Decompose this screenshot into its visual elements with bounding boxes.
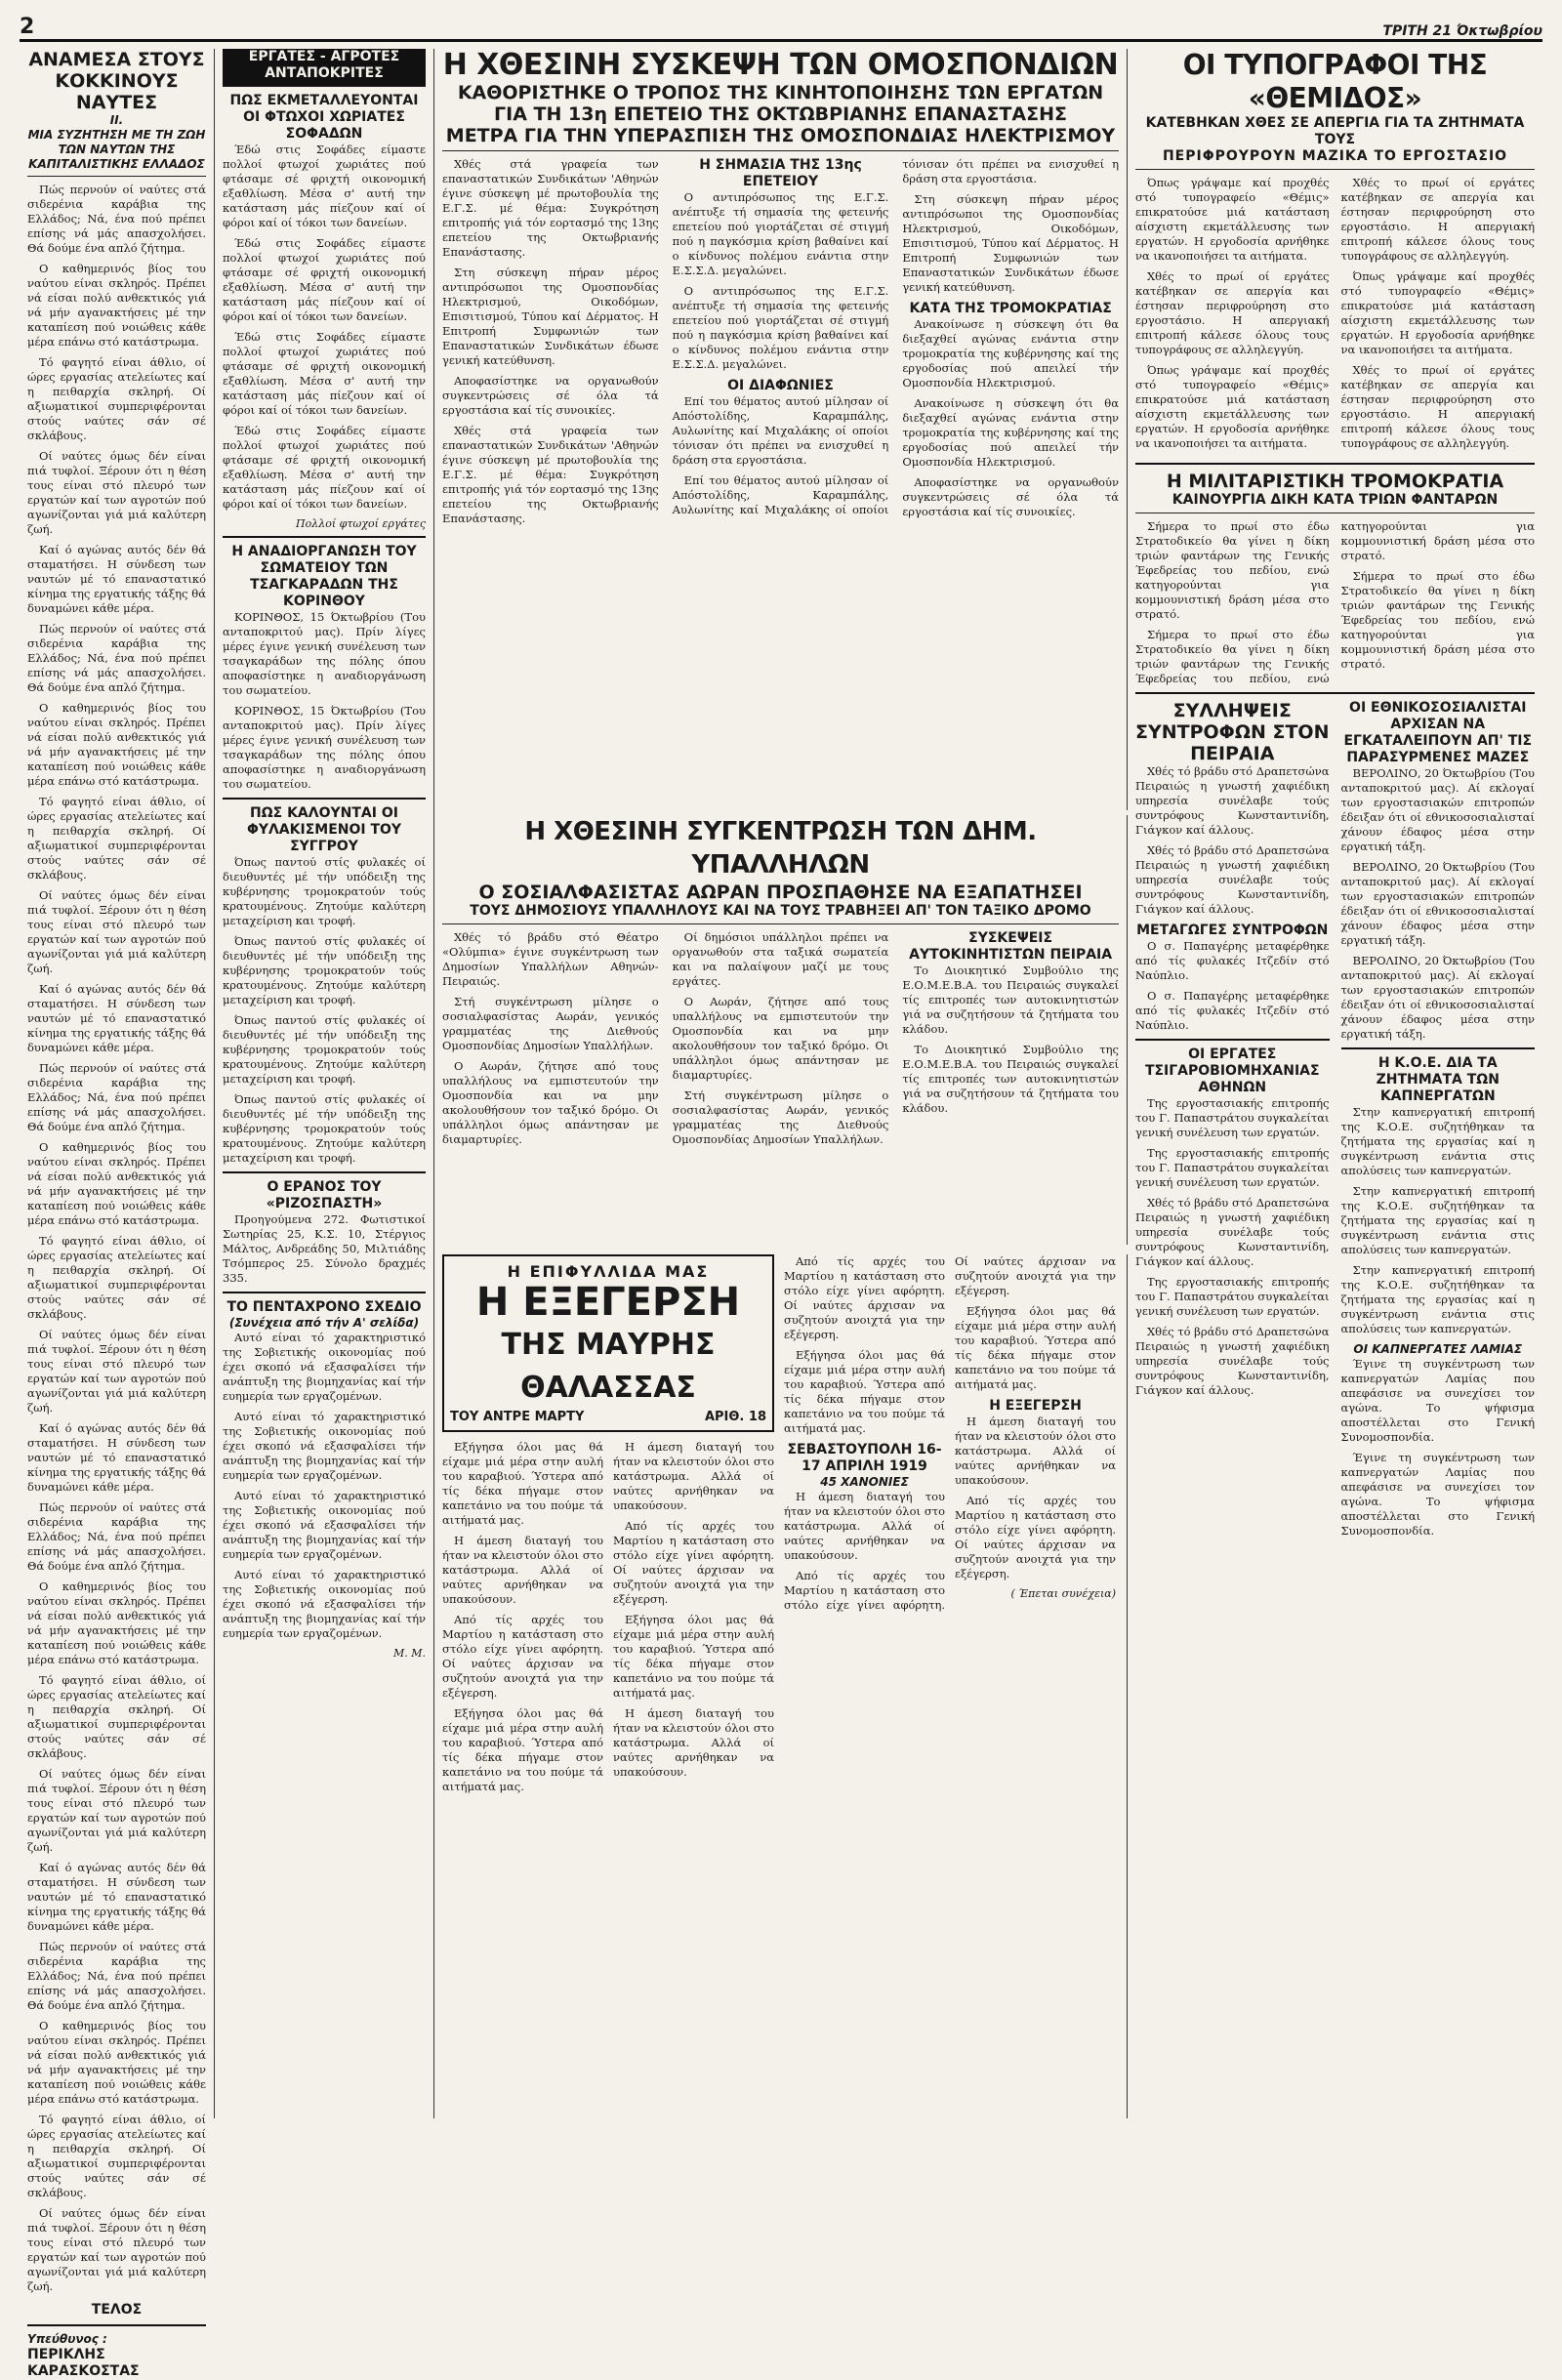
paragraph: Έγινε τη συγκέντρωση των καπνεργατών Λαμίας που απεφάσισε να συνεχίσει τον αγώνα. Το ψήφισμα αποστέλλεται στο Γενική Συνομοσπονδία.: [1340, 1357, 1535, 1444]
paragraph: Από τίς αρχές του Μαρτίου η κατάσταση στο στόλο είχε γίνει αφόρητη. Οί ναύτες άρχισαν να συζητούν ανοιχτά για την εξέγερση.: [955, 1494, 1116, 1580]
paragraph: Καί ό αγώνας αυτός δέν θά σταματήσει. Η σύνδεση των ναυτών μέ τό επαναστατικό κίνημα της εργατικής τάξης θά δυναμώνει κάθε μέρα.: [27, 543, 206, 615]
paragraph: Έδώ στις Σοφάδες είμαστε πολλοί φτωχοί χωριάτες πού φτάσαμε σέ φριχτή οικονομική εξαθλίωση. Μέσα σ' αυτή την κατάσταση μάς πίεζουν καί οί φόροι καί οί τόκοι των δανείων.: [223, 236, 426, 323]
paragraph: Επί του θέματος αυτού μίλησαν οί Απόστολίδης, Καραμπάλης, Αυλωνίτης καί Μιχαλάκης οί οποίοι τόνισαν ότι πρέπει να ενισχυθεί η δράση στα εργοστάσια.: [672, 394, 889, 467]
paragraph: Αυτό είναι τό χαρακτηριστικό της Σοβιετικής οικονομίας πού έχει σκοπό νά εξασφαλίσει τήν ανάπτυξη της βιομηχανίας καί τήν ευημερία των εργαζομένων.: [223, 1331, 426, 1403]
paragraph: Τό φαγητό είναι άθλιο, οί ώρες εργασίας ατελείωτες καί η πειθαρχία σκληρή. Οί αξιωματικοί συμπεριφέρονται στούς ναύτες σάν σέ σκλάβους.: [27, 355, 206, 442]
paragraph: Στην καπνεργατική επιτροπή της Κ.Ο.Ε. συζητήθηκαν τα ζητήματα της εργασίας καί η συγκέντρωση ενάντια στις απολύσεις των καπνεργατών.: [1340, 1263, 1535, 1335]
part-number: II.: [109, 113, 124, 127]
paragraph: Η άμεση διαταγή του ήταν να κλειστούν όλοι στο κατάστρωμα. Αλλά οί ναύτες αρνήθηκαν να υπακούσουν.: [613, 1706, 774, 1779]
column-2: [215, 49, 434, 2118]
paragraph: Εξήγησα όλοι μας θά είχαμε μιά μέρα στην αυλή του καραβιού. Ύστερα από τίς δέκα πήγαμε στον καπετάνιο να του πούμε τά αιτήματά μας.: [784, 1348, 945, 1435]
paragraph: Χθές το πρωί οί εργάτες κατέβηκαν σε απεργία και έστησαν περιφρούρηση στο εργοστάσιο. Η απεργιακή επιτροπή κάλεσε όλους τους τυπογράφους σε αλληλεγγύη.: [1135, 269, 1330, 356]
paragraph: Οί ναύτες όμως δέν είναι πιά τυφλοί. Ξέρουν ότι η θέση τους είναι στό πλευρό των εργατών καί των αγροτών πού αγωνίζονται γιά μιά καλύτερη ζωή.: [27, 2206, 206, 2293]
paragraph: Χθές τό βράδυ στό Δραπετσώνα Πειραιώς η γνωστή χαφιέδικη υπηρεσία συνέλαβε τούς συντρόφους Κωνσταντινίδη, Γιάγκον καί άλλους.: [1135, 1325, 1330, 1397]
paragraph: Ο αντιπρόσωπος της Ε.Γ.Σ. ανέπτυξε τή σημασία της φετεινής επετείου πού γιορτάζεται σέ στιγμή πού η παγκόσμια κρίση βαθαίνει καί ο κίνδυνος πολέμου ενάντια στην Ε.Σ.Σ.Δ. μεγαλώνει.: [672, 284, 889, 371]
page-number: 2: [20, 15, 35, 39]
subheadline: ΚΑΙΝΟΥΡΓΙΑ ΔΙΚΗ ΚΑΤΑ ΤΡΙΩΝ ΦΑΝΤΑΡΩΝ: [1172, 492, 1499, 508]
paragraph: Τό φαγητό είναι άθλιο, οί ώρες εργασίας ατελείωτες καί η πειθαρχία σκληρή. Οί αξιωματικοί συμπεριφέρονται στούς ναύτες σάν σέ σκλάβους.: [27, 1673, 206, 1760]
paragraph: ΒΕΡΟΛΙΝΟ, 20 Όκτωβρίου (Του ανταποκριτού μας). Αί εκλογαί των εργοστασιακών επιτροπών έδειξαν ότι οί εθνικοσοσιαλισταί χάνουν έδαφος μέσα στην εργατική τάξη.: [1340, 766, 1535, 853]
subheadline: ΚΑΤΕΒΗΚΑΝ ΧΘΕΣ ΣΕ ΑΠΕΡΓΙΑ ΓΙΑ ΤΑ ΖΗΤΗΜΑΤΑ ΤΟΥΣ: [1145, 115, 1525, 147]
paragraph: Χθές τό βράδυ στό Δραπετσώνα Πειραιώς η γνωστή χαφιέδικη υπηρεσία συνέλαβε τούς συντρόφους Κωνσταντινίδη, Γιάγκον καί άλλους.: [1135, 1196, 1330, 1268]
paragraph: Οί ναύτες όμως δέν είναι πιά τυφλοί. Ξέρουν ότι η θέση τους είναι στό πλευρό των εργατών καί των αγροτών πού αγωνίζονται γιά μιά καλύτερη ζωή.: [27, 888, 206, 975]
paragraph: Από τίς αρχές του Μαρτίου η κατάσταση στο στόλο είχε γίνει αφόρητη. Οί ναύτες άρχισαν να συζητούν ανοιχτά για την εξέγερση.: [784, 1254, 1116, 1612]
serial-author: ΤΟΥ ΑΝΤΡΕ ΜΑΡΤΥ: [450, 1410, 585, 1424]
subheadline: ΤΟΥΣ ΔΗΜΟΣΙΟΥΣ ΥΠΑΛΛΗΛΟΥΣ ΚΑΙ ΝΑ ΤΟΥΣ ΤΡΑΒΗΞΕΙ ΑΠ' ΤΟΝ ΤΑΞΙΚΟ ΔΡΟΜΟ: [470, 903, 1091, 919]
paragraph: Στη σύσκεψη πήραν μέρος αντιπρόσωποι της Ομοσπονδίας Ηλεκτρισμού, Οικοδόμων, Επισιτισμού, Τύπου καί Δέρματος. Η Επιτροπή Συμφωνιών των Επαναστατικών Συνδικάτων έδωσε γενική κατεύθυνση.: [902, 192, 1119, 294]
paragraph: Η άμεση διαταγή του ήταν να κλειστούν όλοι στο κατάστρωμα. Αλλά οί ναύτες αρνήθηκαν να υπακούσουν.: [955, 1415, 1116, 1487]
article-body: [442, 930, 1119, 1147]
paragraph: Το Διοικητικό Συμβούλιο της Ε.Ο.Μ.Ε.Β.Α. του Πειραιώς συγκαλεί τίς επιτροπές των αυτοκινητιστών γιά να συζητήσουν τά ζητήματα του κλάδου.: [902, 1043, 1119, 1115]
paragraph: Στην καπνεργατική επιτροπή της Κ.Ο.Ε. συζητήθηκαν τα ζητήματα της εργασίας καί η συγκέντρωση ενάντια στις απολύσεις των καπνεργατών.: [1340, 1184, 1535, 1256]
section-heading: ΣΥΣΚΕΨΕΙΣ ΑΥΤΟΚΙΝΗΤΙΣΤΩΝ ΠΕΙΡΑΙΑ: [909, 930, 1113, 963]
paragraph: Πώς περνούν οί ναύτες στά σιδερένια καράβια της Ελλάδος; Νά, ένα πού πρέπει επίσης νά μάς απασχολήσει. Θά δούμε ένα απλό ζήτημα.: [27, 1500, 206, 1573]
center-article-bottom: [434, 815, 1128, 1245]
paragraph: Πώς περνούν οί ναύτες στά σιδερένια καράβια της Ελλάδος; Νά, ένα πού πρέπει επίσης νά μάς απασχολήσει. Θά δούμε ένα απλό ζήτημα.: [27, 622, 206, 694]
section-heading: ΟΙ ΚΑΠΝΕΡΓΑΤΕΣ ΛΑΜΙΑΣ: [1353, 1342, 1523, 1356]
headline: ΤΟ ΠΕΝΤΑΧΡΟΝΟ ΣΧΕΔΙΟ: [226, 1299, 422, 1315]
column-1: [20, 49, 215, 2379]
paragraph: ΚΟΡΙΝΘΟΣ, 15 Όκτωβρίου (Του ανταποκριτού μας). Πρίν λίγες μέρες έγινε γενική συνέλευση των τσαγκαράδων της πόλης όπου αποφασίστηκε η αναδιοργάνωση του σωματείου.: [223, 704, 426, 791]
headline: Η ΜΙΛΙΤΑΡΙΣΤΙΚΗ ΤΡΟΜΟΚΡΑΤΙΑ: [1166, 471, 1504, 492]
publisher-name: ΠΕΡΙΚΛΗΣ ΚΑΡΑΣΚΟΣΤΑΣ: [27, 2347, 140, 2379]
paragraph: Τό φαγητό είναι άθλιο, οί ώρες εργασίας ατελείωτες καί η πειθαρχία σκληρή. Οί αξιωματικοί συμπεριφέρονται στούς ναύτες σάν σέ σκλάβους.: [27, 795, 206, 882]
headline: ΣΥΛΛΗΨΕΙΣ ΣΥΝΤΡΟΦΩΝ ΣΤΟΝ ΠΕΙΡΑΙΑ: [1135, 700, 1330, 764]
paragraph: Ανακοίνωσε η σύσκεψη ότι θα διεξαχθεί αγώνας ενάντια στην τρομοκρατία της κυβέρνησης καί της εργοδοσίας πού απειλεί τήν Ομοσπονδία Ηλεκτρισμού.: [902, 396, 1119, 469]
serial-title-line-2: ΤΗΣ ΜΑΥΡΗΣ ΘΑΛΑΣΣΑΣ: [501, 1328, 716, 1405]
headline: Η ΧΘΕΣΙΝΗ ΣΥΣΚΕΨΗ ΤΩΝ ΟΜΟΣΠΟΝΔΙΩΝ: [442, 48, 1119, 82]
paragraph: Σήμερα το πρωί στο έδω Στρατοδικείο θα γίνει η δίκη τριών φαντάρων της Γενικής Έφεδρείας του πεδίου, ενώ κατηγορούνται για κομμουνιστική δράση μέσα στο στρατό.: [1135, 519, 1535, 685]
paragraph: Τό φαγητό είναι άθλιο, οί ώρες εργασίας ατελείωτες καί η πειθαρχία σκληρή. Οί αξιωματικοί συμπεριφέρονται στούς ναύτες σάν σέ σκλάβους.: [27, 1234, 206, 1321]
paragraph: Όπως παντού στίς φυλακές οί διευθυντές μέ τήν υπόδειξη της κυβέρνησης τρομοκρατούν τούς κρατουμένους. Ζητούμε καλύτερη μεταχείριση και τροφή.: [223, 855, 426, 927]
paragraph: Από τίς αρχές του Μαρτίου η κατάσταση στο στόλο είχε γίνει αφόρητη. Οί ναύτες άρχισαν να συζητούν ανοιχτά για την εξέγερση.: [613, 1519, 774, 1606]
headline-block: [1135, 471, 1535, 513]
section-kicker: [223, 49, 426, 87]
paragraph: Όπως παντού στίς φυλακές οί διευθυντές μέ τήν υπόδειξη της κυβέρνησης τρομοκρατούν τούς κρατουμένους. Ζητούμε καλύτερη μεταχείριση και τροφή.: [223, 934, 426, 1006]
headline: ΠΩΣ ΚΑΛΟΥΝΤΑΙ ΟΙ ΦΥΛΑΚΙΣΜΕΝΟΙ ΤΟΥ ΣΥΓΓΡΟΥ: [246, 805, 402, 854]
paragraph: Καί ό αγώνας αυτός δέν θά σταματήσει. Η σύνδεση των ναυτών μέ τό επαναστατικό κίνημα της εργατικής τάξης θά δυναμώνει κάθε μέρα.: [27, 982, 206, 1054]
paragraph: Ο αντιπρόσωπος της Ε.Γ.Σ. ανέπτυξε τή σημασία της φετεινής επετείου πού γιορτάζεται σέ στιγμή πού η παγκόσμια κρίση βαθαίνει καί ο κίνδυνος πολέμου ενάντια στην Ε.Σ.Σ.Δ. μεγαλώνει.: [672, 190, 889, 277]
paragraph: Εξήγησα όλοι μας θά είχαμε μιά μέρα στην αυλή του καραβιού. Ύστερα από τίς δέκα πήγαμε στον καπετάνιο να του πούμε τά αιτήματά μας.: [613, 1613, 774, 1700]
paragraph: Καί ό αγώνας αυτός δέν θά σταματήσει. Η σύνδεση των ναυτών μέ τό επαναστατικό κίνημα της εργατικής τάξης θά δυναμώνει κάθε μέρα.: [27, 1421, 206, 1494]
headline: Η ΧΘΕΣΙΝΗ ΣΥΓΚΕΝΤΡΩΣΗ ΤΩΝ ΔΗΜ. ΥΠΑΛΛΗΛΩΝ: [524, 817, 1037, 880]
paragraph: Χθές το πρωί οί εργάτες κατέβηκαν σε απεργία και έστησαν περιφρούρηση στο εργοστάσιο. Η απεργιακή επιτροπή κάλεσε όλους τους τυπογράφους σε αλληλεγγύη.: [1340, 363, 1535, 450]
paragraph: Αυτό είναι τό χαρακτηριστικό της Σοβιετικής οικονομίας πού έχει σκοπό νά εξασφαλίσει τήν ανάπτυξη της βιομηχανίας καί τήν ευημερία των εργαζομένων.: [223, 1410, 426, 1482]
paragraph: Ο καθημερινός βίος του ναύτου είναι σκληρός. Πρέπει νά είσαι πολύ ανθεκτικός γιά νά μήν αγανακτήσεις μέ την καταπίεση πού νοιώθεις κάθε μέρα επάνω στό κατάστρωμα.: [27, 1140, 206, 1227]
section-heading: Η ΣΗΜΑΣΙΑ ΤΗΣ 13ης ΕΠΕΤΕΙΟΥ: [699, 157, 862, 189]
serial-author-row: [450, 1410, 766, 1424]
serial-number: ΑΡΙΘ. 18: [704, 1410, 766, 1424]
paragraph: Ο σ. Παπαγέρης μεταφέρθηκε από τίς φυλακές Ιτζεδίν στό Ναύπλιο.: [1135, 989, 1330, 1032]
serial-tag: Η ΕΠΙΦΥΛΛΙΔΑ ΜΑΣ: [507, 1262, 710, 1281]
serial-masthead: [442, 1254, 774, 1432]
headline: Η Κ.Ο.Ε. ΔΙΑ ΤΑ ΖΗΤΗΜΑΤΑ ΤΩΝ ΚΑΠΝΕΡΓΑΤΩΝ: [1376, 1055, 1500, 1104]
paragraph: Ο καθημερινός βίος του ναύτου είναι σκληρός. Πρέπει νά είσαι πολύ ανθεκτικός γιά νά μήν αγανακτήσεις μέ την καταπίεση πού νοιώθεις κάθε μέρα επάνω στό κατάστρωμα.: [27, 2019, 206, 2106]
paragraph: Ο καθημερινός βίος του ναύτου είναι σκληρός. Πρέπει νά είσαι πολύ ανθεκτικός γιά νά μήν αγανακτήσεις μέ την καταπίεση πού νοιώθεις κάθε μέρα επάνω στό κατάστρωμα.: [27, 1580, 206, 1666]
headline-block: [442, 49, 1119, 151]
paragraph: Ο Αωράν, ζήτησε από τους υπαλλήλους να εμπιστευτούν την Ομοσπονδία και να μην ακολουθήσουν τον ταξικό δρόμο. Οι υπάλληλοι όμως απάντησαν με διαμαρτυρίες.: [672, 995, 889, 1082]
paragraph: Από τίς αρχές του Μαρτίου η κατάσταση στο στόλο είχε γίνει αφόρητη. Οί ναύτες άρχισαν να συζητούν ανοιχτά για την εξέγερση.: [784, 1254, 945, 1341]
headline: ΠΩΣ ΕΚΜΕΤΑΛΛΕΥΟΝΤΑΙ ΟΙ ΦΤΩΧΟΙ ΧΩΡΙΑΤΕΣ ΣΟΦΑΔΩΝ: [229, 93, 419, 142]
serial-title-line-1: Η ΕΞΕΓΕΡΣΗ: [475, 1280, 741, 1325]
paragraph: ΚΟΡΙΝΘΟΣ, 15 Όκτωβρίου (Του ανταποκριτού μας). Πρίν λίγες μέρες έγινε γενική συνέλευση των τσαγκαράδων της πόλης όπου αποφασίστηκε η αναδιοργάνωση του σωματείου.: [223, 610, 426, 697]
paragraph: Έδώ στις Σοφάδες είμαστε πολλοί φτωχοί χωριάτες πού φτάσαμε σέ φριχτή οικονομική εξαθλίωση. Μέσα σ' αυτή την κατάσταση μάς πίεζουν καί οί φόροι καί οί τόκοι των δανείων.: [223, 424, 426, 511]
paragraph: ΒΕΡΟΛΙΝΟ, 20 Όκτωβρίου (Του ανταποκριτού μας). Αί εκλογαί των εργοστασιακών επιτροπών έδειξαν ότι οί εθνικοσοσιαλισταί χάνουν έδαφος μέσα στην εργατική τάξη.: [1340, 954, 1535, 1041]
paragraph: Το Διοικητικό Συμβούλιο της Ε.Ο.Μ.Ε.Β.Α. του Πειραιώς συγκαλεί τίς επιτροπές των αυτοκινητιστών γιά να συζητήσουν τά ζητήματα του κλάδου.: [902, 964, 1119, 1036]
headline: ΟΙ ΕΡΓΑΤΕΣ ΤΣΙΓΑΡΟΒΙΟΜΗΧΑΝΙΑΣ ΑΘΗΝΩΝ: [1144, 1046, 1320, 1095]
paragraph: Πώς περνούν οί ναύτες στά σιδερένια καράβια της Ελλάδος; Νά, ένα πού πρέπει επίσης νά μάς απασχολήσει. Θά δούμε ένα απλό ζήτημα.: [27, 1940, 206, 2012]
paragraph: Έγινε τη συγκέντρωση των καπνεργατών Λαμίας που απεφάσισε να συνεχίσει τον αγώνα. Το ψήφισμα αποστέλλεται στο Γενική Συνομοσπονδία.: [1340, 1451, 1535, 1538]
paragraph: Της εργοστασιακής επιτροπής του Γ. Παπαστράτου συγκαλείται γενική συνέλευση των εργατών.: [1135, 1096, 1330, 1139]
paragraph: Η άμεση διαταγή του ήταν να κλειστούν όλοι στο κατάστρωμα. Αλλά οί ναύτες αρνήθηκαν να υπακούσουν.: [613, 1440, 774, 1512]
paragraph: Στή συγκέντρωση μίλησε ο σοσιαλφασίστας Αωράν, γενικός γραμματέας της Διεθνούς Ομοσπονδίας Δημοσίων Υπαλλήλων.: [442, 995, 659, 1052]
serial-subheading: Η ΕΞΕΓΕΡΣΗ: [989, 1398, 1082, 1414]
section-heading: ΚΑΤΑ ΤΗΣ ΤΡΟΜΟΚΡΑΤΙΑΣ: [909, 301, 1112, 316]
subheadline: (Συνέχεια από τήν Α' σελίδα): [228, 1316, 420, 1330]
paragraph: Της εργοστασιακής επιτροπής του Γ. Παπαστράτου συγκαλείται γενική συνέλευση των εργατών.: [1135, 1146, 1330, 1189]
subheadline: ΚΑΘΟΡΙΣΤΗΚΕ Ο ΤΡΟΠΟΣ ΤΗΣ ΚΙΝΗΤΟΠΟΙΗΣΗΣ ΤΩΝ ΕΡΓΑΤΩΝ ΓΙΑ ΤΗ 13η ΕΠΕΤΕΙΟ ΤΗΣ ΟΚΤΩΒΡΙΑΝΗΣ ΕΠΑΝΑΣΤΑΣΗΣ: [457, 82, 1104, 125]
paragraph: Έδώ στις Σοφάδες είμαστε πολλοί φτωχοί χωριάτες πού φτάσαμε σέ φριχτή οικονομική εξαθλίωση. Μέσα σ' αυτή την κατάσταση μάς πίεζουν καί οί φόροι καί οί τόκοι των δανείων.: [223, 143, 426, 229]
end-marker: ΤΕΛΟΣ: [91, 2302, 143, 2318]
paragraph: Καί ό αγώνας αυτός δέν θά σταματήσει. Η σύνδεση των ναυτών μέ τό επαναστατικό κίνημα της εργατικής τάξης θά δυναμώνει κάθε μέρα.: [27, 1861, 206, 1933]
paragraph: Όπως γράψαμε καί προχθές στό τυπογραφείο «Θέμις» επικρατούσε μιά κατάσταση αίσχιστη εκμετάλλευσης των εργατών. Η εργοδοσία αρνήθηκε να ικανοποιήσει τα αιτήματα.: [1340, 269, 1535, 356]
paragraph: Της εργοστασιακής επιτροπής του Γ. Παπαστράτου συγκαλείται γενική συνέλευση των εργατών.: [1135, 1275, 1330, 1318]
paragraph: Αποφασίστηκε να οργανωθούν συγκεντρώσεις σέ όλα τά εργοστάσια καί τίς συνοικίες.: [442, 374, 659, 417]
paragraph: Ο καθημερινός βίος του ναύτου είναι σκληρός. Πρέπει νά είσαι πολύ ανθεκτικός γιά νά μήν αγανακτήσεις μέ την καταπίεση πού νοιώθεις κάθε μέρα επάνω στό κατάστρωμα.: [27, 701, 206, 788]
headline: Η ΑΝΑΔΙΟΡΓΑΝΩΣΗ ΤΟΥ ΣΩΜΑΤΕΙΟΥ ΤΩΝ ΤΣΑΓΚΑΡΑΔΩΝ ΤΗΣ ΚΟΡΙΝΘΟΥ: [231, 544, 417, 609]
serial-subheading: ΣΕΒΑΣΤΟΥΠΟΛΗ 16-17 ΑΠΡΙΛΗ 1919: [787, 1442, 942, 1474]
paragraph: Ο Αωράν, ζήτησε από τους υπαλλήλους να εμπιστευτούν την Ομοσπονδία και να μην ακολουθήσουν τον ταξικό δρόμο. Οι υπάλληλοι όμως απάντησαν με διαμαρτυρίες.: [442, 1059, 659, 1146]
section-heading: ΟΙ ΔΙΑΦΩΝΙΕΣ: [727, 378, 834, 393]
subheadline: ΜΙΑ ΣΥΖΗΤΗΣΗ ΜΕ ΤΗ ΖΩΗ ΤΩΝ ΝΑΥΤΩΝ ΤΗΣ ΚΑΠΙΤΑΛΙΣΤΙΚΗΣ ΕΛΛΑΔΟΣ: [27, 128, 206, 171]
paragraph: Στη σύσκεψη πήραν μέρος αντιπρόσωποι της Ομοσπονδίας Ηλεκτρισμού, Οικοδόμων, Επισιτισμού, Τύπου καί Δέρματος. Η Επιτροπή Συμφωνιών των Επαναστατικών Συνδικάτων έδωσε γενική κατεύθυνση.: [442, 266, 659, 367]
center-article-top: [434, 49, 1128, 810]
paragraph: Χθές στά γραφεία των επαναστατικών Συνδικάτων 'Αθηνών έγινε σύσκεψη μέ πρωτοβουλία της Ε.Γ.Σ. μέ θέμα: Συγκρότηση επιτροπής γιά τόν εορτασμό της 13ης επετείου της Οκτωβριανής Επανάστασης.: [442, 157, 659, 259]
masthead: [20, 10, 1542, 42]
headline-block: [1135, 49, 1535, 170]
paragraph: Χθές τό βράδυ στό Δραπετσώνα Πειραιώς η γνωστή χαφιέδικη υπηρεσία συνέλαβε τούς συντρόφους Κωνσταντινίδη, Γιάγκον καί άλλους.: [1135, 764, 1330, 837]
paragraph: Όπως παντού στίς φυλακές οί διευθυντές μέ τήν υπόδειξη της κυβέρνησης τρομοκρατούν τούς κρατουμένους. Ζητούμε καλύτερη μεταχείριση και τροφή.: [223, 1013, 426, 1086]
headline-block: [27, 49, 206, 177]
paragraph: ΒΕΡΟΛΙΝΟ, 20 Όκτωβρίου (Του ανταποκριτού μας). Αί εκλογαί των εργοστασιακών επιτροπών έδειξαν ότι οί εθνικοσοσιαλισταί χάνουν έδαφος μέσα στην εργατική τάξη.: [1340, 860, 1535, 947]
byline: Μ. Μ.: [392, 1647, 426, 1660]
paragraph: Από τίς αρχές του Μαρτίου η κατάσταση στο στόλο είχε γίνει αφόρητη. Οί ναύτες άρχισαν να συζητούν ανοιχτά για την εξέγερση.: [442, 1613, 603, 1700]
paragraph: Η άμεση διαταγή του ήταν να κλειστούν όλοι στο κατάστρωμα. Αλλά οί ναύτες αρνήθηκαν να υπακούσουν.: [442, 1534, 603, 1606]
paragraph: Στή συγκέντρωση μίλησε ο σοσιαλφασίστας Αωράν, γενικός γραμματέας της Διεθνούς Ομοσπονδίας Δημοσίων Υπαλλήλων.: [672, 1088, 889, 1146]
paragraph: Αποφασίστηκε να οργανωθούν συγκεντρώσεις σέ όλα τά εργοστάσια καί τίς συνοικίες.: [902, 475, 1119, 518]
paragraph: Οί ναύτες όμως δέν είναι πιά τυφλοί. Ξέρουν ότι η θέση τους είναι στό πλευρό των εργατών καί των αγροτών πού αγωνίζονται γιά μιά καλύτερη ζωή.: [27, 1767, 206, 1854]
paragraph: Ο σ. Παπαγέρης μεταφέρθηκε από τίς φυλακές Ιτζεδίν στό Ναύπλιο.: [1135, 939, 1330, 982]
paragraph: Έδώ στις Σοφάδες είμαστε πολλοί φτωχοί χωριάτες πού φτάσαμε σέ φριχτή οικονομική εξαθλίωση. Μέσα σ' αυτή την κατάσταση μάς πίεζουν καί οί φόροι καί οί τόκοι των δανείων.: [223, 330, 426, 417]
continued-note: ( Έπεται συνέχεια): [1010, 1587, 1116, 1600]
kicker-text: ΕΡΓΑΤΕΣ - ΑΓΡΟΤΕΣ ΑΝΤΑΠΟΚΡΙΤΕΣ: [248, 49, 400, 81]
serial-subheading: 45 ΧΑΝΟΝΙΕΣ: [820, 1475, 909, 1489]
headline: ΑΝΑΜΕΣΑ ΣΤΟΥΣ ΚΟΚΚΙΝΟΥΣ ΝΑΥΤΕΣ: [28, 49, 205, 113]
paragraph: Οί ναύτες όμως δέν είναι πιά τυφλοί. Ξέρουν ότι η θέση τους είναι στό πλευρό των εργατών καί των αγροτών πού αγωνίζονται γιά μιά καλύτερη ζωή.: [27, 449, 206, 536]
paragraph: Ο καθημερινός βίος του ναύτου είναι σκληρός. Πρέπει νά είσαι πολύ ανθεκτικός γιά νά μήν αγανακτήσεις μέ την καταπίεση πού νοιώθεις κάθε μέρα επάνω στό κατάστρωμα.: [27, 262, 206, 349]
paragraph: Προηγούμενα 272. Φωτιστικοί Σωτηρίας 25, Κ.Σ. 10, Στέργιος Μάλτος, Ανδρεάδης 50, Μιλτιάδης Τσόμπερος 25. Σύνολο δραχμές 335.: [223, 1212, 426, 1285]
newspaper-page: [20, 10, 1542, 2379]
paragraph: Επί του θέματος αυτού μίλησαν οί Απόστολίδης, Καραμπάλης, Αυλωνίτης καί Μιχαλάκης οί οποίοι τόνισαν ότι πρέπει να ενισχυθεί η δράση στα εργοστάσια.: [672, 157, 1119, 516]
paragraph: Ανακοίνωσε η σύσκεψη ότι θα διεξαχθεί αγώνας ενάντια στην τρομοκρατία της κυβέρνησης καί της εργοδοσίας πού απειλεί τήν Ομοσπονδία Ηλεκτρισμού.: [902, 317, 1119, 390]
paragraph: Οί ναύτες όμως δέν είναι πιά τυφλοί. Ξέρουν ότι η θέση τους είναι στό πλευρό των εργατών καί των αγροτών πού αγωνίζονται γιά μιά καλύτερη ζωή.: [27, 1328, 206, 1415]
paragraph: Χθές το πρωί οί εργάτες κατέβηκαν σε απεργία και έστησαν περιφρούρηση στο εργοστάσιο. Η απεργιακή επιτροπή κάλεσε όλους τους τυπογράφους σε αλληλεγγύη.: [1340, 176, 1535, 263]
headline: ΟΙ ΕΘΝΙΚΟΣΟΣΙΑΛΙΣΤΑΙ ΑΡΧΙΣΑΝ ΝΑ ΕΓΚΑΤΑΛΕΙΠΟΥΝ ΑΠ' ΤΙΣ ΠΑΡΑΣΥΡΜΕΝΕΣ ΜΑΖΕΣ: [1343, 700, 1533, 765]
subheadline: ΜΕΤΡΑ ΓΙΑ ΤΗΝ ΥΠΕΡΑΣΠΙΣΗ ΤΗΣ ΟΜΟΣΠΟΝΔΙΑΣ ΗΛΕΚΤΡΙΣΜΟΥ: [445, 125, 1116, 146]
paragraph: Πώς περνούν οί ναύτες στά σιδερένια καράβια της Ελλάδος; Νά, ένα πού πρέπει επίσης νά μάς απασχολήσει. Θά δούμε ένα απλό ζήτημα.: [27, 1061, 206, 1133]
paragraph: Όπως γράψαμε καί προχθές στό τυπογραφείο «Θέμις» επικρατούσε μιά κατάσταση αίσχιστη εκμετάλλευσης των εργατών. Η εργοδοσία αρνήθηκε να ικανοποιήσει τα αιτήματα.: [1135, 176, 1330, 263]
subheadline: Ο ΣΟΣΙΑΛΦΑΣΙΣΤΑΣ ΑΩΡΑΝ ΠΡΟΣΠΑΘΗΣΕ ΝΑ ΕΞΑΠΑΤΗΣΕΙ: [478, 882, 1083, 903]
paragraph: Αυτό είναι τό χαρακτηριστικό της Σοβιετικής οικονομίας πού έχει σκοπό νά εξασφαλίσει τήν ανάπτυξη της βιομηχανίας καί τήν ευημερία των εργαζομένων.: [223, 1489, 426, 1561]
article-body: [442, 157, 1119, 526]
paragraph: Εξήγησα όλοι μας θά είχαμε μιά μέρα στην αυλή του καραβιού. Ύστερα από τίς δέκα πήγαμε στον καπετάνιο να του πούμε τά αιτήματά μας.: [442, 1706, 603, 1793]
serial-section: [434, 1254, 1128, 2118]
paragraph: Οί δημόσιοι υπάλληλοι πρέπει να οργανωθούν στα ταξικά σωματεία και να παλαίψουν μαζί με τους εργάτες.: [672, 930, 889, 988]
paragraph: Όπως παντού στίς φυλακές οί διευθυντές μέ τήν υπόδειξη της κυβέρνησης τρομοκρατούν τούς κρατουμένους. Ζητούμε καλύτερη μεταχείριση και τροφή.: [223, 1092, 426, 1165]
headline-block: [442, 815, 1119, 924]
issue-date: ΤΡΙΤΗ 21 Όκτωβρίου: [1382, 23, 1542, 39]
paragraph: Όπως γράψαμε καί προχθές στό τυπογραφείο «Θέμις» επικρατούσε μιά κατάσταση αίσχιστη εκμετάλλευσης των εργατών. Η εργοδοσία αρνήθηκε να ικανοποιήσει τα αιτήματα.: [1135, 363, 1330, 450]
paragraph: Σήμερα το πρωί στο έδω Στρατοδικείο θα γίνει η δίκη τριών φαντάρων της Γενικής Έφεδρείας του πεδίου, ενώ κατηγορούνται για κομμουνιστική δράση μέσα στο στρατό.: [1340, 569, 1535, 671]
paragraph: Στην καπνεργατική επιτροπή της Κ.Ο.Ε. συζητήθηκαν τα ζητήματα της εργασίας καί η συγκέντρωση ενάντια στις απολύσεις των καπνεργατών.: [1340, 1105, 1535, 1177]
paragraph: Σήμερα το πρωί στο έδω Στρατοδικείο θα γίνει η δίκη τριών φαντάρων της Γενικής Έφεδρείας του πεδίου, ενώ κατηγορούνται για κομμουνιστική δράση μέσα στο στρατό.: [1135, 519, 1330, 621]
paragraph: Χθές τό βράδυ στό Θέατρο «Ολύμπια» έγινε συγκέντρωση των Δημοσίων Υπαλλήλων Αθηνών-Πειραιώς.: [442, 930, 659, 988]
paragraph: Η άμεση διαταγή του ήταν να κλειστούν όλοι στο κατάστρωμα. Αλλά οί ναύτες αρνήθηκαν να υπακούσουν.: [784, 1490, 945, 1562]
paragraph: Χθές τό βράδυ στό Δραπετσώνα Πειραιώς η γνωστή χαφιέδικη υπηρεσία συνέλαβε τούς συντρόφους Κωνσταντινίδη, Γιάγκον καί άλλους.: [1135, 843, 1330, 916]
paragraph: Αυτό είναι τό χαρακτηριστικό της Σοβιετικής οικονομίας πού έχει σκοπό νά εξασφαλίσει τήν ανάπτυξη της βιομηχανίας καί τήν ευημερία των εργαζομένων.: [223, 1568, 426, 1640]
byline: Πολλοί φτωχοί εργάτες: [296, 517, 426, 530]
section-heading: ΜΕΤΑΓΩΓΕΣ ΣΥΝΤΡΟΦΩΝ: [1136, 923, 1329, 938]
right-columns: [1128, 49, 1542, 2118]
headline: Ο ΕΡΑΝΟΣ ΤΟΥ «ΡΙΖΟΣΠΑΣΤΗ»: [266, 1179, 383, 1211]
paragraph: Χθές στά γραφεία των επαναστατικών Συνδικάτων 'Αθηνών έγινε σύσκεψη μέ πρωτοβουλία της Ε.Γ.Σ. μέ θέμα: Συγκρότηση επιτροπής γιά τόν εορτασμό της 13ης επετείου της Οκτωβριανής Επανάστασης.: [442, 424, 659, 525]
paragraph: Τό φαγητό είναι άθλιο, οί ώρες εργασίας ατελείωτες καί η πειθαρχία σκληρή. Οί αξιωματικοί συμπεριφέρονται στούς ναύτες σάν σέ σκλάβους.: [27, 2113, 206, 2199]
paragraph: Εξήγησα όλοι μας θά είχαμε μιά μέρα στην αυλή του καραβιού. Ύστερα από τίς δέκα πήγαμε στον καπετάνιο να του πούμε τά αιτήματά μας.: [442, 1440, 603, 1527]
headline: ΟΙ ΤΥΠΟΓΡΑΦΟΙ ΤΗΣ «ΘΕΜΙΔΟΣ»: [1182, 49, 1488, 114]
subheadline: ΠΕΡΙΦΡΟΥΡΟΥΝ ΜΑΖΙΚΑ ΤΟ ΕΡΓΟΣΤΑΣΙΟ: [1162, 148, 1508, 164]
paragraph: Πώς περνούν οί ναύτες στά σιδερένια καράβια της Ελλάδος; Νά, ένα πού πρέπει επίσης νά μάς απασχολήσει. Θά δούμε ένα απλό ζήτημα.: [27, 183, 206, 255]
publisher-label: Υπεύθυνος :: [27, 2332, 107, 2346]
paragraph: Εξήγησα όλοι μας θά είχαμε μιά μέρα στην αυλή του καραβιού. Ύστερα από τίς δέκα πήγαμε στον καπετάνιο να του πούμε τά αιτήματά μας.: [955, 1304, 1116, 1391]
